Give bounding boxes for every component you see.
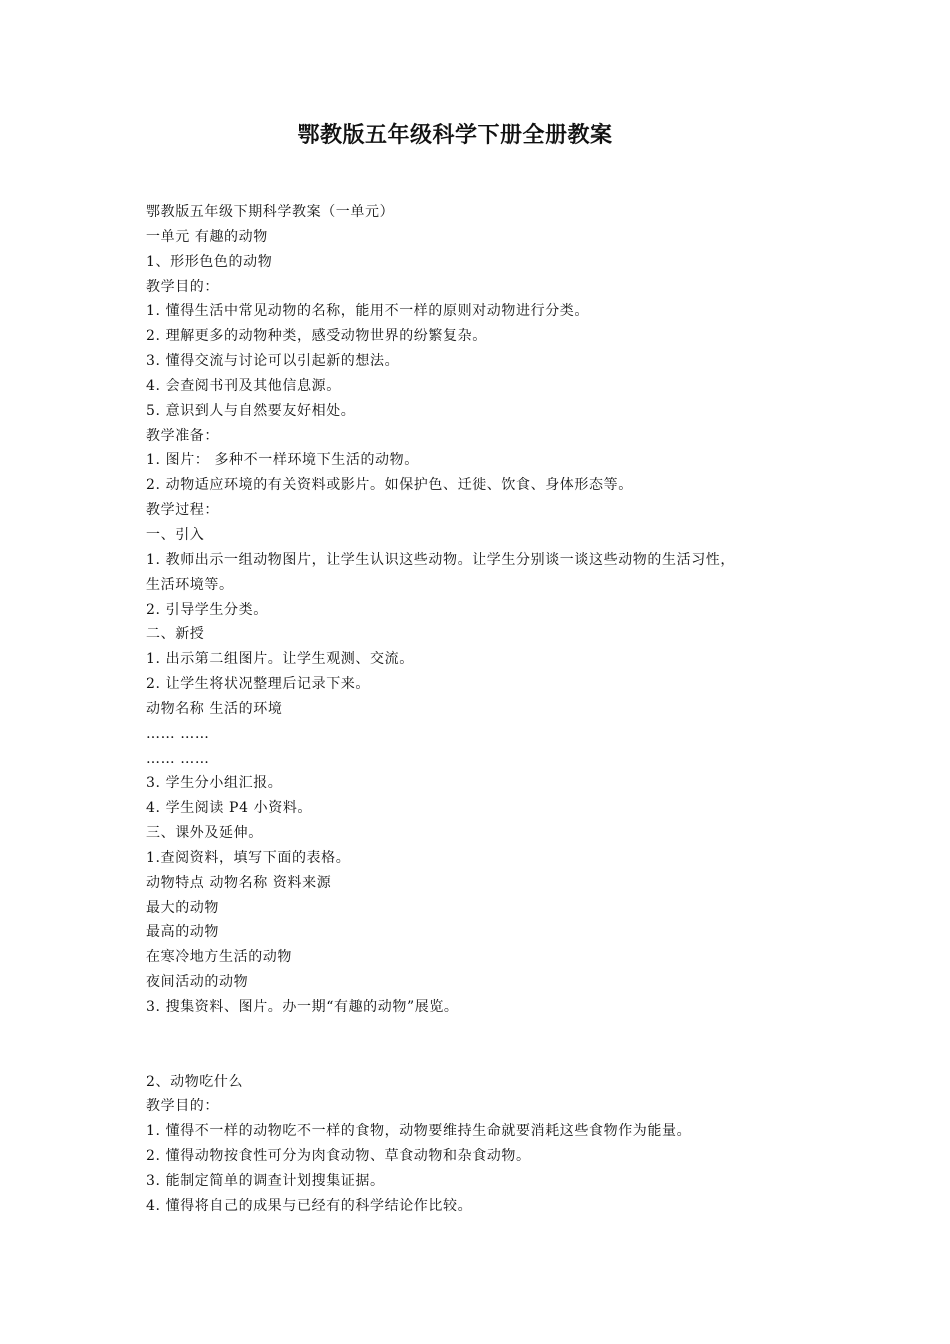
- text-line: 在寒冷地方生活的动物: [146, 949, 292, 966]
- text-line: 4. 会查阅书刊及其他信息源。: [146, 377, 341, 394]
- text-line: 3. 搜集资料、图片。办一期“有趣的动物”展览。: [146, 999, 459, 1015]
- text-line: 一单元 有趣的动物: [146, 228, 268, 245]
- text-line: 2. 引导学生分类。: [146, 601, 268, 618]
- text-line: 教学准备：: [146, 427, 219, 444]
- text-line: 最大的动物: [146, 899, 219, 916]
- text-line: 一、引入: [146, 526, 205, 543]
- text-line: 5. 意识到人与自然要友好相处。: [146, 402, 356, 419]
- text-line: 鄂教版五年级下期科学教案（一单元）: [146, 204, 395, 220]
- text-line: 4. 懂得将自己的成果与已经有的科学结论作比较。: [146, 1197, 473, 1214]
- text-line: 2. 让学生将状况整理后记录下来。: [146, 676, 371, 693]
- text-line: 1. 懂得不一样的动物吃不一样的食物，动物要维持生命就要消耗这些食物作为能量。: [146, 1123, 692, 1140]
- text-line: 教学目的：: [146, 1098, 219, 1115]
- text-line: 2. 懂得动物按食性可分为肉食动物、草食动物和杂食动物。: [146, 1148, 531, 1165]
- text-line: 最高的动物: [146, 924, 219, 941]
- section-spacer: [146, 1020, 846, 1070]
- text-line: 1. 图片： 多种不一样环境下生活的动物。: [146, 452, 419, 469]
- text-line: 生活环境等。: [146, 576, 234, 593]
- document-body: [146, 200, 846, 1219]
- text-line: 3. 学生分小组汇报。: [146, 775, 283, 792]
- text-line: …… ……: [146, 725, 210, 742]
- text-line: 三、课外及延伸。: [146, 825, 263, 842]
- text-line: 3. 能制定简单的调查计划搜集证据。: [146, 1172, 385, 1189]
- text-line: 2. 理解更多的动物种类，感受动物世界的纷繁复杂。: [146, 328, 487, 345]
- text-line: 教学过程：: [146, 502, 219, 519]
- text-line: 4. 学生阅读 P4 小资料。: [146, 800, 313, 817]
- text-line: 1. 懂得生活中常见动物的名称，能用不一样的原则对动物进行分类。: [146, 303, 590, 320]
- text-line: 1、形形色色的动物: [146, 253, 273, 270]
- text-line: 3. 懂得交流与讨论可以引起新的想法。: [146, 353, 400, 370]
- text-line: 动物特点 动物名称 资料来源: [146, 874, 332, 891]
- text-line: 夜间活动的动物: [146, 974, 249, 991]
- text-line: 动物名称 生活的环境: [146, 700, 283, 717]
- text-line: 2、动物吃什么: [146, 1073, 244, 1090]
- text-line: 1.查阅资料，填写下面的表格。: [146, 849, 351, 866]
- text-line: 教学目的：: [146, 278, 219, 295]
- text-line: 2. 动物适应环境的有关资料或影片。如保护色、迁徙、饮食、身体形态等。: [146, 477, 633, 494]
- text-line: 二、新授: [146, 626, 205, 643]
- document-title: 鄂教版五年级科学下册全册教案: [297, 123, 613, 148]
- text-line: …… ……: [146, 750, 210, 767]
- text-line: 1. 出示第二组图片。让学生观测、交流。: [146, 651, 414, 668]
- text-line: 1. 教师出示一组动物图片，让学生认识这些动物。让学生分别谈一谈这些动物的生活习性，: [146, 551, 736, 568]
